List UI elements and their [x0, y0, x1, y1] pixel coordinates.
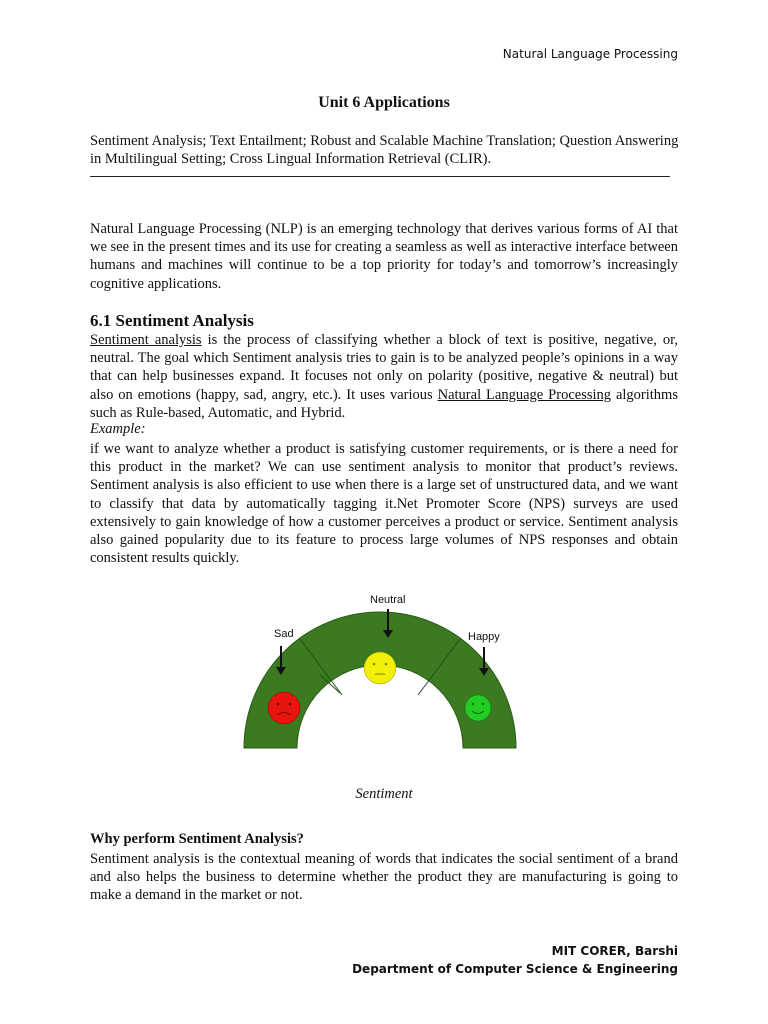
- example-label: Example:: [90, 421, 146, 437]
- neutral-label: Neutral: [370, 594, 406, 606]
- figure-caption: Sentiment: [355, 786, 413, 802]
- running-header: Natural Language Processing: [502, 47, 678, 61]
- example-paragraph: if we want to analyze whether a product is satisfying customer requirements, or is there a need for this product in the market? We can use sentiment analysis to monitor that product’s reviews. Sentiment analysis is also efficient to use when there is a large set of unstructured data, and we want to classify that data by automatically tagging it.Net Promoter Score (NPS) surveys are used extensively to gain knowledge of how a customer perceives a product or service. Sentiment analysis also gained popularity due to its feature to process large volumes of NPS responses and obtain consistent results quickly.: [90, 441, 678, 567]
- section-heading: 6.1 Sentiment Analysis: [90, 311, 254, 330]
- why-paragraph: Sentiment analysis is the contextual meaning of words that indicates the social sentiment of a brand and also helps the business to determine whether the product they are manufacturing is going to make a demand in the market or not.: [90, 851, 678, 904]
- footer-department: Department of Computer Science & Engineering: [352, 962, 678, 976]
- nlp-link[interactable]: Natural Language Processing: [437, 386, 611, 403]
- sentiment-paragraph: [90, 331, 678, 422]
- sentiment-analysis-link[interactable]: Sentiment analysis: [90, 332, 202, 348]
- footer-institution: MIT CORER, Barshi: [551, 944, 678, 958]
- unit-topics: Sentiment Analysis; Text Entailment; Robust and Scalable Machine Translation; Question Answering in Multilingual Setting; Cross Lingual Information Retrieval (CLIR).: [90, 133, 679, 167]
- happy-label: Happy: [468, 631, 500, 643]
- why-heading: Why perform Sentiment Analysis?: [90, 831, 304, 847]
- intro-paragraph: Natural Language Processing (NLP) is an emerging technology that derives various forms of AI that we see in the present times and its use for creating a seamless as well as interactive interface between humans and machines will continue to be a top priority for today’s and tomorrow’s increasingly cognitive applications.: [90, 221, 678, 292]
- sad-label: Sad: [274, 628, 294, 640]
- sad-face-icon: [268, 692, 300, 724]
- paragraph-text: algorithms such as Rule-based, Automatic, and Hybrid.: [90, 386, 678, 421]
- sentiment-diagram: [230, 585, 530, 755]
- happy-face-icon: [465, 695, 491, 721]
- unit-title: Unit 6 Applications: [318, 94, 450, 111]
- divider: [90, 176, 670, 177]
- paragraph-text: is the process of classifying whether a block of text is positive, negative, or, neutral. The goal which Sentiment analysis tries to gain is to be analyzed people’s opinions in a way that can help businesses expand. It focuses not only on polarity (positive, negative & neutral) but also on emotions (happy, sad, angry, etc.). It uses various: [90, 332, 678, 403]
- neutral-face-icon: [364, 652, 396, 684]
